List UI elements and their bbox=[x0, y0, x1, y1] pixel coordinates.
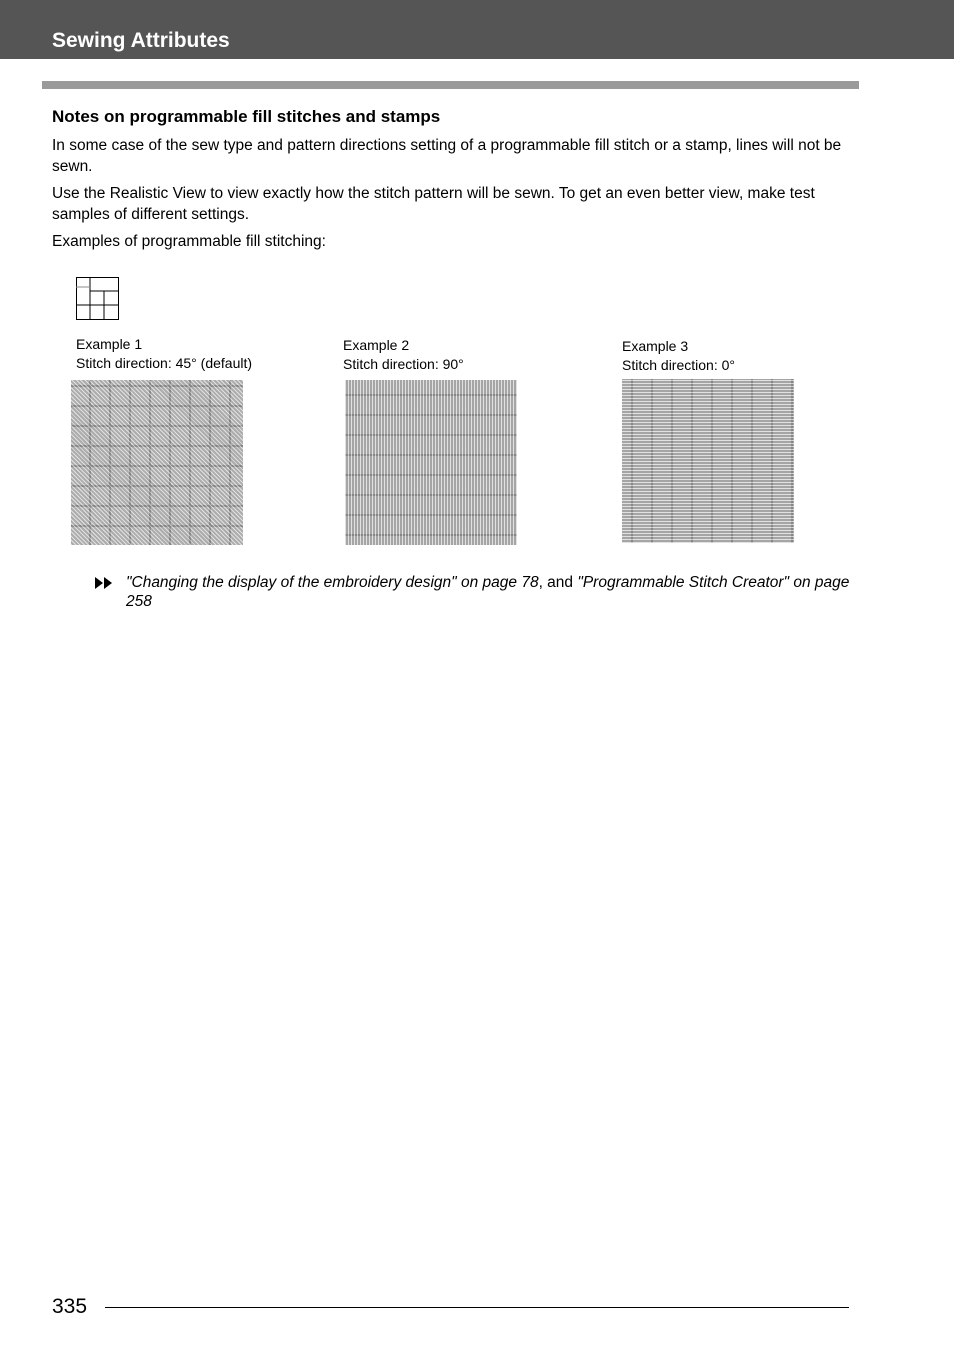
paragraph-realistic-view: Use the Realistic View to view exactly how the stitch pattern will be sewn. To get an even better view, make test samples of different settings. bbox=[52, 185, 815, 223]
paragraph-lines-not-sewn: In some case of the sew type and pattern directions setting of a programmable fill stitch or a stamp, lines will not be sewn. bbox=[52, 137, 842, 175]
page-number: 335 bbox=[52, 1295, 88, 1318]
example-2-direction: Stitch direction: 90° bbox=[343, 356, 464, 372]
cross-reference-text bbox=[126, 574, 856, 611]
example-1-caption bbox=[76, 335, 252, 373]
paragraph-examples-intro: Examples of programmable fill stitching: bbox=[52, 233, 326, 250]
example-1-stitch-swatch bbox=[71, 380, 243, 545]
page-header-title: Sewing Attributes bbox=[52, 29, 230, 52]
footer-rule bbox=[105, 1307, 849, 1308]
example-2-title: Example 2 bbox=[343, 337, 410, 353]
xref-link-display[interactable]: "Changing the display of the embroidery design" on page 78 bbox=[126, 574, 539, 591]
xref-connector: , and bbox=[538, 574, 578, 591]
double-arrow-right-icon bbox=[93, 575, 115, 591]
example-2-caption bbox=[343, 336, 464, 374]
example-3-stitch-swatch bbox=[622, 379, 794, 543]
section-rule-bar bbox=[42, 81, 859, 89]
example-3-direction: Stitch direction: 0° bbox=[622, 357, 735, 373]
fill-pattern-tile-icon bbox=[76, 277, 120, 321]
example-1-direction: Stitch direction: 45° (default) bbox=[76, 355, 253, 371]
example-2-stitch-swatch bbox=[345, 380, 517, 545]
example-3-caption bbox=[622, 337, 735, 375]
xref-link-stitch-creator[interactable]: "Programmable Stitch Creator" on page 258 bbox=[126, 574, 850, 610]
example-1-title: Example 1 bbox=[76, 336, 143, 352]
section-heading: Notes on programmable fill stitches and stamps bbox=[52, 107, 441, 126]
example-3-title: Example 3 bbox=[622, 338, 689, 354]
